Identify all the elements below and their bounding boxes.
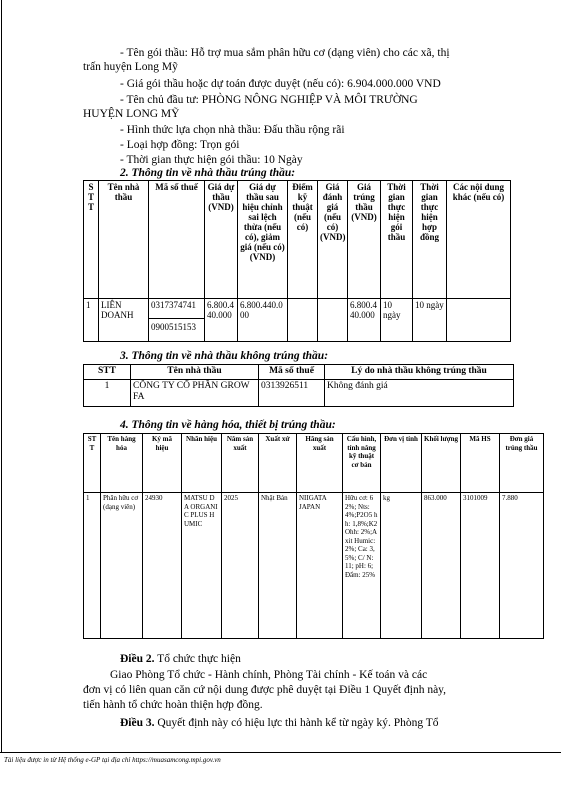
col-nhan-hieu: Nhãn hiệu [182, 434, 222, 493]
cell-tg-hop-dong: 10 ngày [413, 299, 447, 342]
dieu-2-heading [120, 653, 241, 666]
col-ten-nha-thau: Tên nhà thầu [131, 365, 259, 380]
cell-diem-ky-thuat [288, 299, 318, 342]
dieu-2-line3: tiến hành tổ chức hoàn thiện hợp đồng. [83, 699, 263, 711]
cell-cau-hinh: Hữu cơ: 62%; Nts: 4%;P2O5 hh: 1,8%;K2 Ohh: 2%;Axit Humic: 2%; Ca: 3,5%; C/ N: 11; pH: 6;Đẩm: 25% [343, 493, 381, 639]
cell-ky-ma-hieu: 24930 [143, 493, 182, 639]
cell-stt: 1 [84, 493, 101, 639]
cell-ten-nha-thau: LIÊN DOANH [99, 299, 149, 342]
section-4-title: 4. Thông tin về hàng hóa, thiết bị trúng thầu: [120, 419, 336, 431]
cell-stt: 1 [84, 380, 131, 407]
dieu-2-label: Điều 2. [120, 653, 155, 665]
col-stt: S T T [84, 181, 99, 299]
col-nam-san-xuat: Năm sản xuất [222, 434, 259, 493]
cell-mst-1: 0317374741 [149, 299, 204, 319]
col-don-gia: Đơn giá trúng thầu [500, 434, 544, 493]
col-don-vi-tinh: Đơn vị tính [381, 434, 422, 493]
col-stt: ST T [84, 434, 101, 493]
cell-gia-danh-gia [318, 299, 348, 342]
cell-ten-hang-hoa: Phân hữu cơ (dạng viên) [101, 493, 143, 639]
col-gia-trung-thau: Giá trúng thầu (VND) [348, 181, 381, 299]
cell-don-vi-tinh: kg [381, 493, 422, 639]
cell-don-gia: 7.880 [500, 493, 544, 639]
table-row [84, 299, 511, 342]
cell-ten-nha-thau: CÔNG TY CỔ PHẦN GROW FA [131, 380, 259, 407]
table-header-row [84, 434, 544, 493]
col-ten-nha-thau: Tên nhà thầu [99, 181, 149, 299]
dieu-2-title: Tổ chức thực hiện [154, 653, 241, 665]
col-ma-so-thue: Mã số thuế [259, 365, 325, 380]
table-header-row [84, 181, 511, 299]
col-tg-hop-dong: Thời gian thực hiện hợp đồng [413, 181, 447, 299]
cell-ma-so-thue: 0313926511 [259, 380, 325, 407]
loai-hop-dong: - Loại hợp đồng: Trọn gói [120, 139, 240, 151]
col-gia-sau-hieu-chinh: Giá dự thầu sau hiệu chỉnh sai lệch thừa (nếu có), giảm giá (nếu có) (VND) [238, 181, 288, 299]
chu-dau-tu-line2: HUYỆN LONG MỸ [83, 108, 180, 120]
cell-xuat-xu: Nhật Bản [259, 493, 297, 639]
col-khoi-luong: Khối lượng [422, 434, 461, 493]
dieu-3-label: Điều 3. [120, 717, 155, 729]
col-tg-goi-thau: Thời gian thực hiện gói thầu [381, 181, 413, 299]
cell-gia-du-thau: 6.800.440.000 [205, 299, 238, 342]
dieu-3-paragraph [120, 717, 439, 730]
col-gia-du-thau: Giá dự thầu (VND) [205, 181, 238, 299]
table-row [84, 380, 514, 407]
cell-mst-2: 0900515153 [151, 322, 196, 332]
section-3-title: 3. Thông tin về nhà thầu không trúng thầu: [120, 350, 329, 362]
col-gia-danh-gia: Giá đánh giá (nếu có) (VND) [318, 181, 348, 299]
table-row [84, 493, 544, 639]
cell-gia-sau-hieu-chinh: 6.800.440.000 [238, 299, 288, 342]
col-xuat-xu: Xuất xứ [259, 434, 297, 493]
col-diem-ky-thuat: Điểm kỹ thuật (nếu có) [288, 181, 318, 299]
cell-tg-goi-thau: 10 ngày [381, 299, 413, 342]
col-hang-san-xuat: Hãng sản xuất [297, 434, 343, 493]
goods-table [83, 433, 544, 639]
col-ten-hang-hoa: Tên hàng hóa [101, 434, 143, 493]
ten-goi-thau-line1: - Tên gói thầu: Hỗ trợ mua sắm phân hữu cơ (dạng viên) cho các xã, thị [120, 47, 450, 59]
gia-goi-thau: - Giá gói thầu hoặc dự toán được duyệt (nếu có): 6.904.000.000 VND [120, 78, 441, 90]
page-left-border [1, 0, 2, 752]
ten-goi-thau-line2: trấn huyện Long Mỹ [83, 61, 178, 73]
col-noi-dung-khac: Các nội dung khác (nếu có) [447, 181, 511, 299]
table-header-row [84, 365, 514, 380]
dieu-2-line2: đơn vị có liên quan căn cứ nội dung được phê duyệt tại Điều 1 Quyết định này, [83, 684, 447, 696]
col-ma-hs: Mã HS [461, 434, 500, 493]
cell-gia-trung-thau: 6.800.440.000 [348, 299, 381, 342]
cell-ma-hs: 3101009 [461, 493, 500, 639]
thoi-gian-thuc-hien: - Thời gian thực hiện gói thầu: 10 Ngày [120, 154, 303, 166]
col-ky-ma-hieu: Ký mã hiệu [143, 434, 182, 493]
cell-ma-so-thue [149, 299, 205, 342]
cell-nhan-hieu: MATSU DA ORGANI C PLUS HUMIC [182, 493, 222, 639]
hinh-thuc-lua-chon: - Hình thức lựa chọn nhà thầu: Đấu thầu rộng rãi [120, 124, 345, 136]
cell-stt: 1 [84, 299, 99, 342]
col-stt: STT [84, 365, 131, 380]
col-ly-do: Lý do nhà thầu không trúng thầu [325, 365, 514, 380]
dieu-3-text: Quyết định này có hiệu lực thi hành kể từ ngày ký. Phòng Tổ [154, 717, 439, 729]
cell-hang-san-xuat: NIIGATA JAPAN [297, 493, 343, 639]
losing-bidder-table [83, 364, 514, 407]
winning-bidder-table [83, 180, 511, 342]
cell-khoi-luong: 863.000 [422, 493, 461, 639]
col-cau-hinh: Cấu hình, tính năng kỹ thuật cơ bản [343, 434, 381, 493]
col-ma-so-thue: Mã số thuế [149, 181, 205, 299]
dieu-2-line1: Giao Phòng Tổ chức - Hành chính, Phòng Tài chính - Kế toán và các [110, 669, 428, 681]
footer-divider [0, 752, 561, 753]
chu-dau-tu-line1: - Tên chủ đầu tư: PHÒNG NÔNG NGHIỆP VÀ MÔI TRƯỜNG [120, 94, 418, 106]
footer-note: Tài liệu được in từ Hệ thống e-GP tại địa chỉ https://muasamcong.mpi.gov.vn [4, 756, 221, 764]
cell-noi-dung-khac [447, 299, 511, 342]
section-2-title: 2. Thông tin về nhà thầu trúng thầu: [120, 167, 296, 179]
cell-ly-do: Không đánh giá [325, 380, 514, 407]
cell-nam-san-xuat: 2025 [222, 493, 259, 639]
